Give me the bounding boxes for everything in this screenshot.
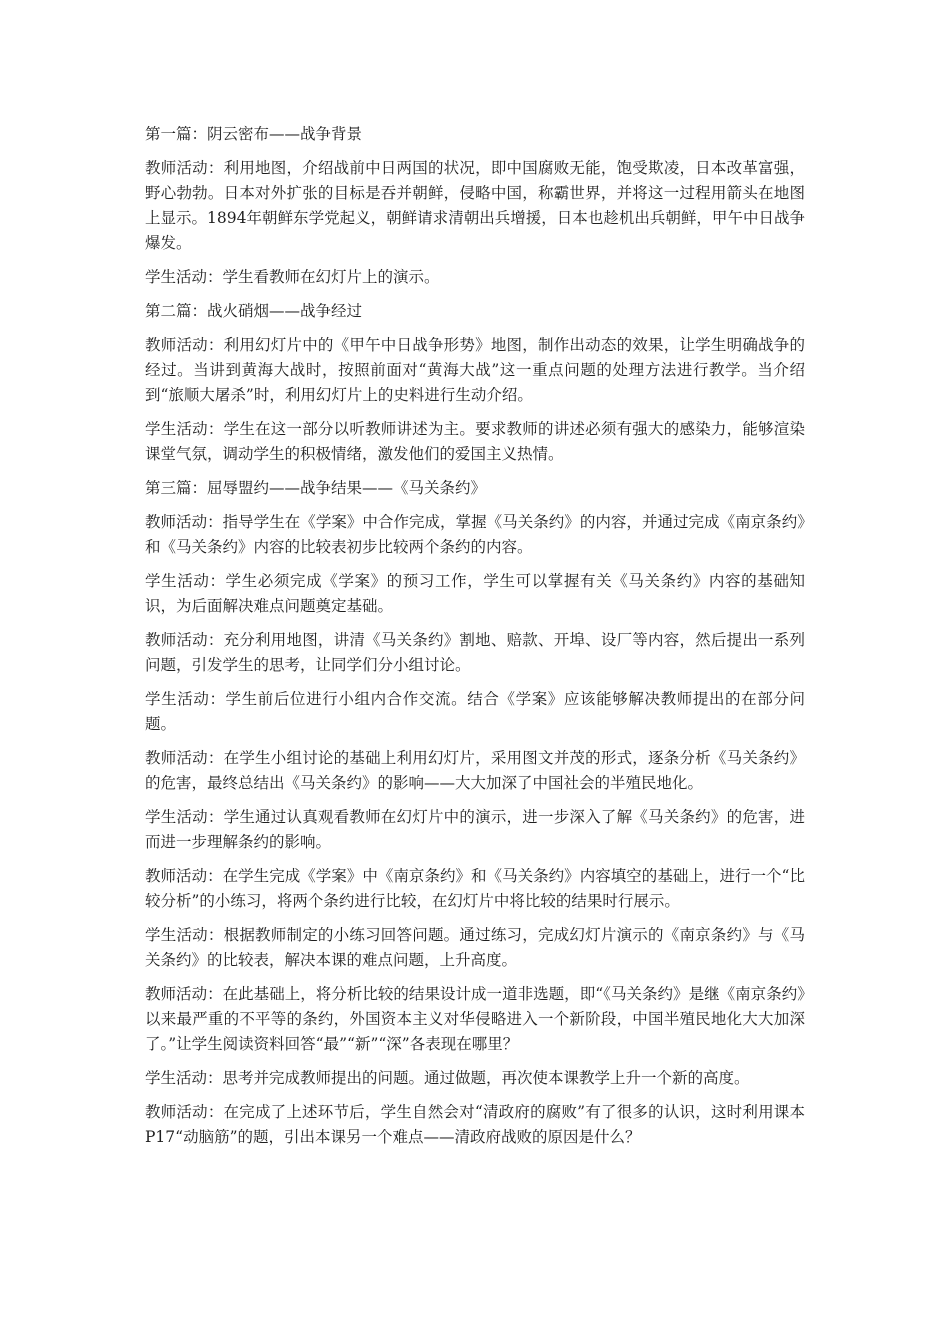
- section-heading-3: 第三篇：屈辱盟约——战争结果——《马关条约》: [145, 479, 487, 497]
- student-activity-paragraph: 学生活动：学生通过认真观看教师在幻灯片中的演示，进一步深入了解《马关条约》的危害，进而进一步理解条约的影响。: [145, 808, 805, 851]
- teacher-activity-paragraph: 教师活动：利用地图，介绍战前中日两国的状况，即中国腐败无能，饱受欺凌，日本改革富强，野心勃勃。日本对外扩张的目标是吞并朝鲜，侵略中国，称霸世界，并将这一过程用箭头在地图上显示。1894年朝鲜东学党起义，朝鲜请求清朝出兵增援，日本也趁机出兵朝鲜，甲午中日战争爆发。: [145, 159, 805, 252]
- teacher-activity-paragraph: 教师活动：充分利用地图，讲清《马关条约》割地、赔款、开埠、设厂等内容，然后提出一系列问题，引发学生的思考，让同学们分小组讨论。: [145, 631, 805, 674]
- section-heading-2: 第二篇：战火硝烟——战争经过: [145, 302, 363, 320]
- teacher-activity-paragraph: 教师活动：在此基础上，将分析比较的结果设计成一道非选题，即“《马关条约》是继《南京条约》以来最严重的不平等的条约，外国资本主义对华侵略进入一个新阶段，中国半殖民地化大大加深了。”让学生阅读资料回答“最”“新”“深”各表现在哪里？: [145, 985, 805, 1053]
- teacher-activity-paragraph: 教师活动：在完成了上述环节后，学生自然会对“清政府的腐败”有了很多的认识，这时利用课本P17“动脑筋”的题，引出本课另一个难点——清政府战败的原因是什么？: [145, 1103, 805, 1146]
- student-activity-paragraph: 学生活动：学生在这一部分以听教师讲述为主。要求教师的讲述必须有强大的感染力，能够渲染课堂气氛，调动学生的积极情绪，激发他们的爱国主义热情。: [145, 420, 805, 463]
- student-activity-paragraph: 学生活动：学生必须完成《学案》的预习工作，学生可以掌握有关《马关条约》内容的基础知识，为后面解决难点问题奠定基础。: [145, 572, 805, 615]
- student-activity-paragraph: 学生活动：学生看教师在幻灯片上的演示。: [145, 268, 440, 286]
- document-body: [145, 122, 805, 1159]
- teacher-activity-paragraph: 教师活动：在学生小组讨论的基础上利用幻灯片，采用图文并茂的形式，逐条分析《马关条约》的危害，最终总结出《马关条约》的影响——大大加深了中国社会的半殖民地化。: [145, 749, 805, 792]
- student-activity-paragraph: 学生活动：思考并完成教师提出的问题。通过做题，再次使本课教学上升一个新的高度。: [145, 1069, 750, 1087]
- section-heading-1: 第一篇：阴云密布——战争背景: [145, 125, 363, 143]
- teacher-activity-paragraph: 教师活动：在学生完成《学案》中《南京条约》和《马关条约》内容填空的基础上，进行一个“比较分析”的小练习，将两个条约进行比较，在幻灯片中将比较的结果时行展示。: [145, 867, 805, 910]
- student-activity-paragraph: 学生活动：根据教师制定的小练习回答问题。通过练习，完成幻灯片演示的《南京条约》与《马关条约》的比较表，解决本课的难点问题，上升高度。: [145, 926, 805, 969]
- student-activity-paragraph: 学生活动：学生前后位进行小组内合作交流。结合《学案》应该能够解决教师提出的在部分问题。: [145, 690, 805, 733]
- teacher-activity-paragraph: 教师活动：指导学生在《学案》中合作完成，掌握《马关条约》的内容，并通过完成《南京条约》和《马关条约》内容的比较表初步比较两个条约的内容。: [145, 513, 805, 556]
- teacher-activity-paragraph: 教师活动：利用幻灯片中的《甲午中日战争形势》地图，制作出动态的效果，让学生明确战争的经过。当讲到黄海大战时，按照前面对“黄海大战”这一重点问题的处理方法进行教学。当介绍到“旅顺大屠杀”时，利用幻灯片上的史料进行生动介绍。: [145, 336, 805, 404]
